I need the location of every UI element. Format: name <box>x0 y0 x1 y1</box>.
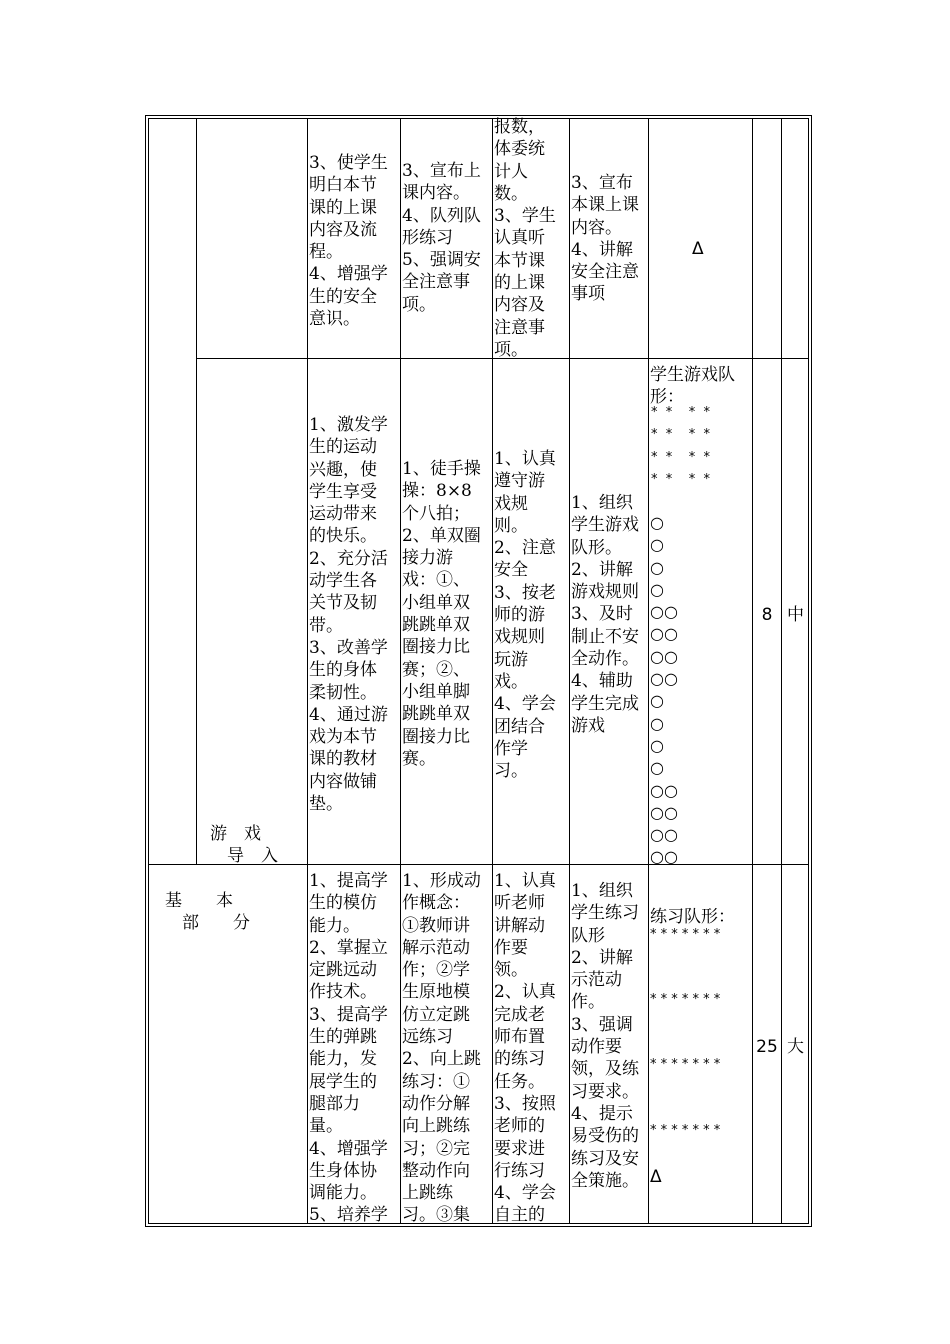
row2-teacher: 1、组织 学生游戏 队形。 2、讲解 游戏规则 3、及时 制止不安 全动作。 4、辅助 学生完成 游戏 <box>571 493 639 736</box>
row2-content: 1、徒手操 操：8×8 个八拍； 2、单双圈 接力游 戏：①、 小组单双 跳跳单双 圈接力比 赛；②、 小组单脚 跳跳单双 圈接力比 赛。 <box>402 459 481 769</box>
col-divider <box>400 118 401 1224</box>
row3-time: 25 <box>756 1037 778 1057</box>
row2-formation-circles: ○ ○ ○ ○ ○○ ○○ ○○ ○○ ○ ○ ○ ○ ○○ ○○ ○○ ○○ <box>650 513 678 867</box>
col-divider <box>648 118 649 1224</box>
row3-star-row: * * * * * * * <box>650 927 721 942</box>
row1-teacher: 3、宣布 本课上课 内容。 4、讲解 安全注意 事项 <box>571 173 639 305</box>
row2-formation-stars: * * * * * * * * * * * * * * * * <box>651 405 711 487</box>
row3-teacher: 1、组织 学生练习 队形 2、讲解 示范动 作。 3、强调 动作要 领，及练 习要求。 4、提示 易受伤的 练习及安 全策施。 <box>571 881 639 1191</box>
row1-content: 3、宣布上 课内容。 4、队列队 形练习 5、强调安 全注意事 项。 <box>402 161 481 315</box>
row3-star-row: * * * * * * * <box>650 992 721 1007</box>
row2-time: 8 <box>761 605 773 625</box>
teacher-position-icon: Δ <box>692 239 704 259</box>
row1-student: 报数， 体委统 计人 数。 3、学生 认真听 本节课 的上课 内容及 注意事 项。 <box>494 117 556 360</box>
row3-star-row: * * * * * * * <box>650 1057 721 1072</box>
row3-teacher-position-icon: Δ <box>650 1167 662 1187</box>
row3-section: 基 本 部 分 <box>165 891 250 934</box>
col-divider <box>307 118 308 1224</box>
row3-intensity: 大 <box>787 1037 804 1057</box>
row2-student: 1、认真 遵守游 戏规 则。 2、注意 安全 3、按老 师的游 戏规则 玩游 戏。 4、学会 团结合 作学 习。 <box>494 449 556 782</box>
row3-content: 1、形成动 作概念： ①教师讲 解示范动 作；②学 生原地模 仿立定跳 远练习 2、向上跳 练习：① 动作分解 向上跳练 习；②完 整动作向 上跳练 习。③集 <box>402 871 481 1226</box>
col-divider <box>569 118 570 1224</box>
row2-formation-title: 学生游戏队 形： <box>650 365 735 408</box>
row3-formation-title: 练习队形： <box>650 907 735 927</box>
col-divider <box>196 118 197 864</box>
row2-objectives: 1、激发学 生的运动 兴趣，使 学生享受 运动带来 的快乐。 2、充分活 动学生各 关节及韧 带。 3、改善学 生的身体 柔韧性。 4、通过游 戏为本节 课的教材 内容做铺 垫。 <box>309 415 388 815</box>
row2-sub-section: 游 戏 导 入 <box>210 824 278 867</box>
col-divider <box>492 118 493 1224</box>
row3-objectives: 1、提高学 生的模仿 能力。 2、掌握立 定跳远动 作技术。 3、提高学 生的弹跳 能力，发 展学生的 腿部力 量。 4、增强学 生身体协 调能力。 5、培养学 <box>309 871 388 1226</box>
row3-student: 1、认真 听老师 讲解动 作要 领。 2、认真 完成老 师布置 的练习 任务。 3、按照 老师的 要求进 行练习 4、学会 自主的 <box>494 871 556 1226</box>
row3-star-row: * * * * * * * <box>650 1123 721 1138</box>
row2-intensity: 中 <box>787 605 804 625</box>
row1-objectives: 3、使学生 明白本节 课的上课 内容及流 程。 4、增强学 生的安全 意识。 <box>309 153 388 330</box>
